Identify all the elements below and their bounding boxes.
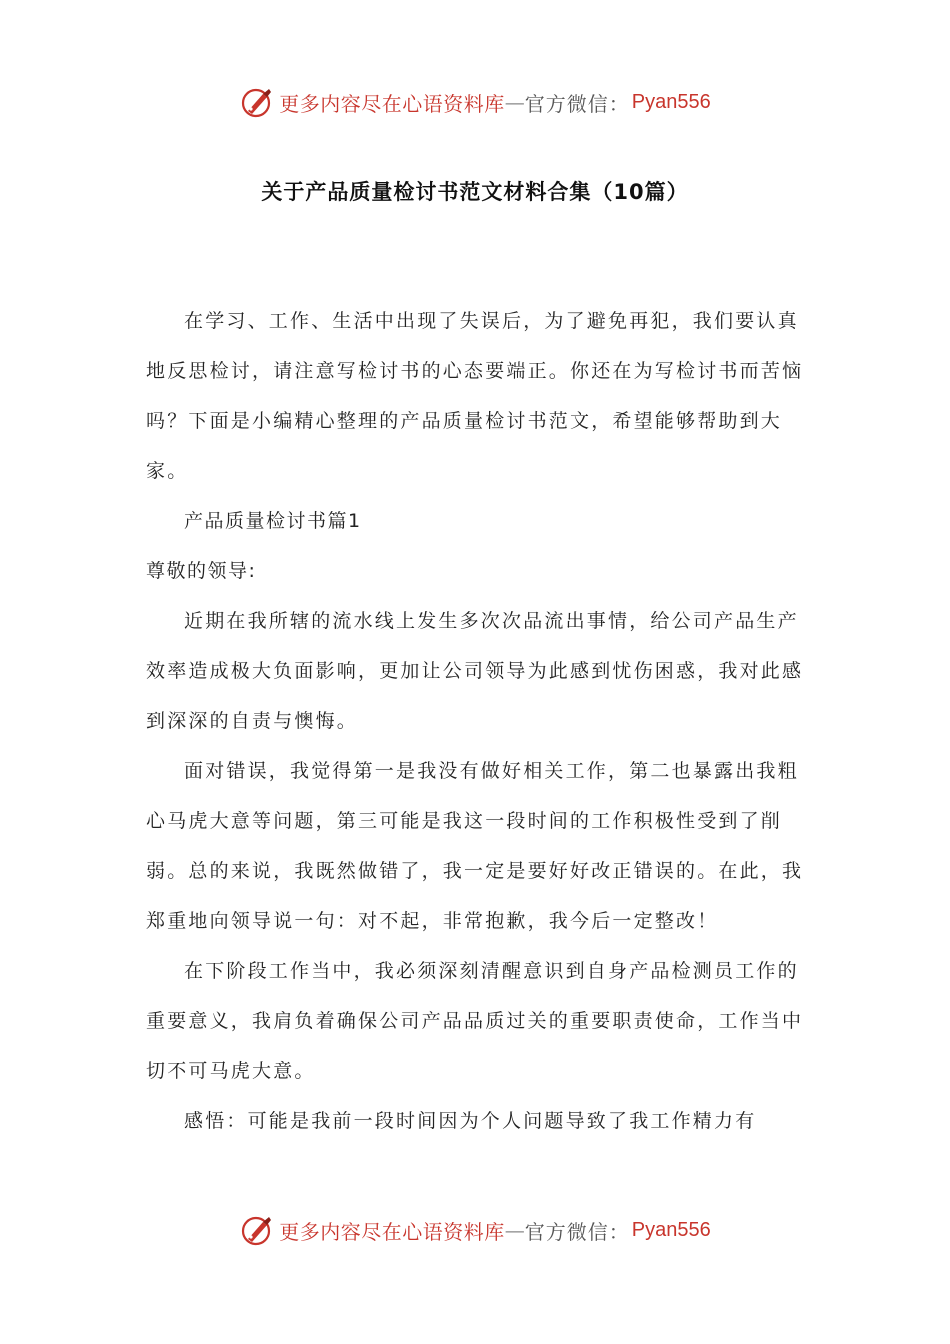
- document-body: [146, 296, 808, 1146]
- watermark-brand: 更多内容尽在心语资料库: [279, 1219, 505, 1244]
- salutation: 尊敬的领导:: [146, 560, 257, 582]
- body-paragraph: 在下阶段工作当中，我必须深刻清醒意识到自身产品检测员工作的重要意义，我肩负着确保公司产品品质过关的重要职责使命，工作当中切不可马虎大意。: [146, 960, 804, 1082]
- document-title: 关于产品质量检讨书范文材料合集（10篇）: [261, 180, 689, 204]
- footer-watermark: [0, 1210, 950, 1250]
- watermark-official: 官方微信：: [524, 91, 630, 116]
- watermark-official: 官方微信：: [524, 1219, 630, 1244]
- header-watermark: [0, 82, 950, 122]
- pen-nib-circle-icon: [239, 1212, 275, 1248]
- watermark-dash: —: [504, 1218, 525, 1242]
- body-paragraph: 面对错误，我觉得第一是我没有做好相关工作，第二也暴露出我粗心马虎大意等问题，第三可能是我这一段时间的工作积极性受到了削弱。总的来说，我既然做错了，我一定是要好好改正错误的。在此，我郑重地向领导说一句：对不起，非常抱歉，我今后一定整改！: [146, 760, 804, 932]
- body-paragraph: 感悟：可能是我前一段时间因为个人问题导致了我工作精力有: [184, 1110, 757, 1132]
- section-heading: 产品质量检讨书篇1: [184, 510, 362, 532]
- body-paragraph: 近期在我所辖的流水线上发生多次次品流出事情，给公司产品生产效率造成极大负面影响，更加让公司领导为此感到忧伤困惑，我对此感到深深的自责与懊悔。: [146, 610, 804, 732]
- watermark-brand: 更多内容尽在心语资料库: [279, 91, 505, 116]
- watermark-handle: Pyan556: [631, 1218, 711, 1241]
- intro-paragraph: 在学习、工作、生活中出现了失误后，为了避免再犯，我们要认真地反思检讨，请注意写检讨书的心态要端正。你还在为写检讨书而苦恼吗？下面是小编精心整理的产品质量检讨书范文，希望能够帮助到大家。: [146, 310, 804, 482]
- pen-nib-circle-icon: [239, 84, 275, 120]
- watermark-dash: —: [504, 90, 525, 114]
- watermark-handle: Pyan556: [631, 90, 711, 113]
